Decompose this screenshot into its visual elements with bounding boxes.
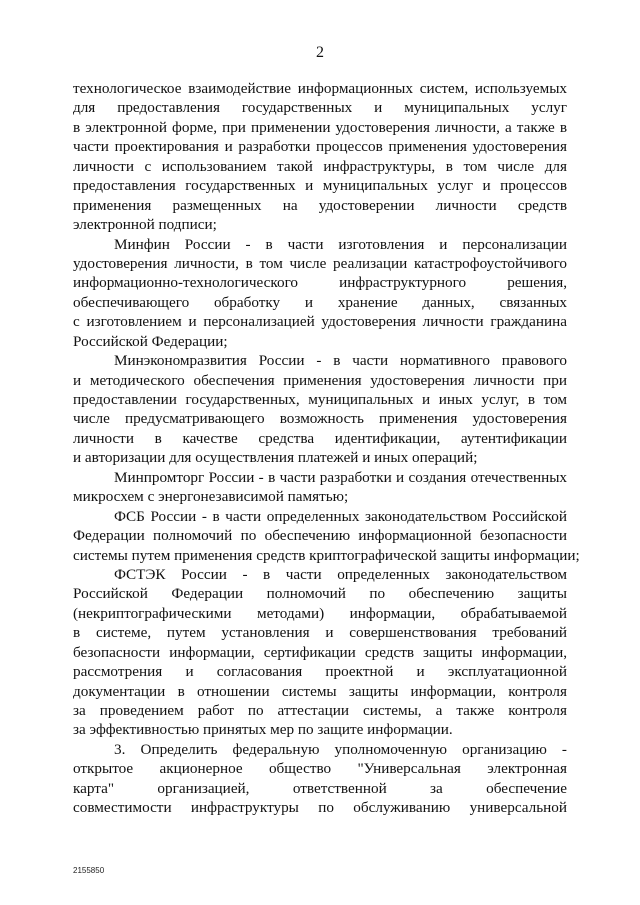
- text-line: предоставлении государственных, муниципальных и иных услуг, в том: [73, 391, 567, 408]
- text-line: за эффективностью принятых мер по защите информации.: [73, 721, 453, 739]
- text-line: 3. Определить федеральную уполномоченную организацию -: [114, 740, 567, 758]
- text-line: обеспечивающего обработку и хранение данных, связанных: [73, 293, 567, 311]
- text-line: личности в качестве средства идентификации, аутентификации: [73, 429, 567, 447]
- page-number: 2: [316, 44, 324, 61]
- text-line: карта" организацией, ответственной за обеспечение: [73, 779, 567, 797]
- text-line: электронной подписи;: [73, 216, 217, 234]
- text-line: Российской Федерации полномочий по обеспечению защиты: [73, 585, 567, 603]
- text-line: в системе, путем установления и совершенствования требований: [73, 624, 567, 642]
- text-line: (некриптографическими методами) информации, обрабатываемой: [73, 604, 567, 622]
- text-line: Минэкономразвития России - в части нормативного правового: [114, 352, 567, 370]
- text-line: безопасности информации, сертификации средств защиты информации,: [73, 643, 567, 661]
- text-line: технологическое взаимодействие информационных систем, используемых: [73, 80, 567, 97]
- text-line: Федерации полномочий по обеспечению информационной безопасности: [73, 527, 567, 545]
- text-line: удостоверения личности, в том числе реализации катастрофоустойчивого: [73, 254, 567, 272]
- text-line: рассмотрения и согласования проектной и эксплуатационной: [73, 663, 567, 681]
- text-line: ФСТЭК России - в части определенных законодательством: [114, 565, 567, 583]
- text-line: документации в отношении системы защиты информации, контроля: [73, 682, 567, 700]
- text-line: и методического обеспечения применения удостоверения личности при: [73, 371, 567, 389]
- text-line: и авторизации для осуществления платежей и иных операций;: [73, 449, 478, 467]
- text-line: Минфин России - в части изготовления и персонализации: [114, 235, 567, 253]
- text-line: информационно-технологического инфраструктурного решения,: [73, 274, 567, 292]
- text-line: с изготовлением и персонализацией удостоверения личности гражданина: [73, 313, 567, 331]
- document-code: 2155850: [73, 866, 105, 875]
- text-line: открытое акционерное общество "Универсальная электронная: [73, 760, 567, 778]
- text-line: предоставления государственных и муниципальных услуг и процессов: [73, 177, 567, 195]
- text-line: применения размещенных на удостоверении личности средств: [73, 196, 567, 214]
- text-line: Минпромторг России - в части разработки и создания отечественных: [114, 468, 567, 486]
- text-line: личности с использованием такой инфраструктуры, в том числе для: [73, 157, 567, 175]
- text-line: ФСБ России - в части определенных законодательством Российской: [114, 507, 567, 525]
- text-line: числе предусматривающего возможность применения удостоверения: [73, 410, 567, 428]
- text-line: микросхем с энергонезависимой памятью;: [73, 488, 349, 506]
- text-line: в электронной форме, при применении удостоверения личности, а также в: [73, 118, 567, 136]
- text-line: части проектирования и разработки процессов применения удостоверения: [73, 138, 567, 156]
- text-line: системы путем применения средств криптографической защиты информации;: [73, 546, 580, 564]
- document-body: [73, 79, 580, 818]
- text-line: для предоставления государственных и муниципальных услуг: [73, 99, 567, 117]
- text-line: за проведением работ по аттестации системы, а также контроля: [73, 702, 567, 719]
- text-line: совместимости инфраструктуры по обслуживанию универсальной: [73, 799, 567, 817]
- text-line: Российской Федерации;: [73, 332, 228, 350]
